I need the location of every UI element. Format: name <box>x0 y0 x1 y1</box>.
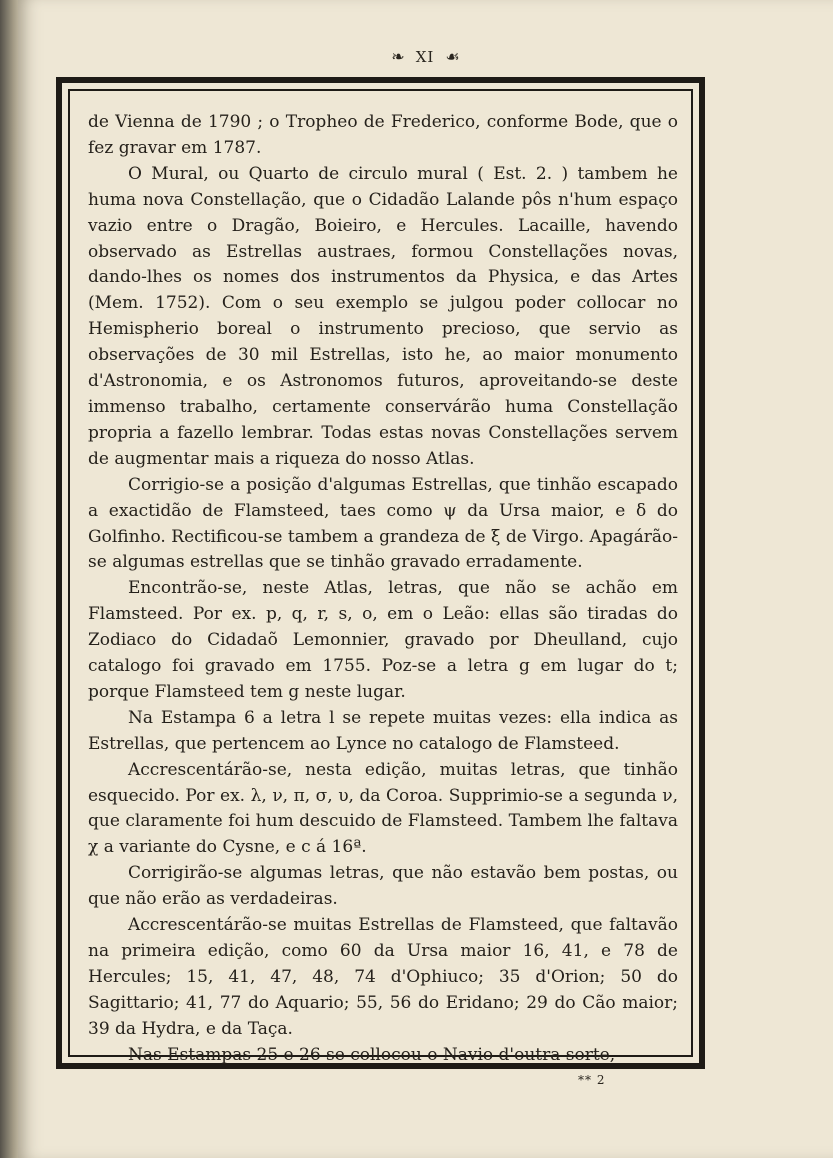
right-fleuron-icon: ☙ <box>445 47 460 66</box>
body-text <box>88 110 678 1069</box>
paragraph: Corrigio-se a posição d'algumas Estrellas, que tinhão escapado a exactidão de Flamsteed, taes como ψ da Ursa maior, e δ do Golfinho. Rectificou-se tambem a grandeza de ξ de Virgo. Apagárão-se algumas estrellas que se tinhão gravado erradamente. <box>88 474 678 573</box>
paragraph: Corrigirão-se algumas letras, que não estavão bem postas, ou que não erão as verdadeiras. <box>88 863 678 910</box>
left-fleuron-icon: ❧ <box>391 47 405 66</box>
paragraph: Encontrão-se, neste Atlas, letras, que não se achão em Flamsteed. Por ex. p, q, r, s, o, em o Leão: ellas são tiradas do Zodiaco do Cidadaõ Lemonnier, gravado por Dheulland, cujo catalogo foi gravado em 1755. Poz-se a letra g em lugar do t; porque Flamsteed tem g neste lugar. <box>88 578 678 702</box>
paragraph: Na Estampa 6 a letra l se repete muitas vezes: ella indica as Estrellas, que pertencem ao Lynce no catalogo de Flamsteed. <box>88 707 678 754</box>
paragraph: de Vienna de 1790 ; o Tropheo de Frederico, conforme Bode, que o fez gravar em 1787. <box>88 112 678 158</box>
paragraph: Accrescentárão-se muitas Estrellas de Flamsteed, que faltavão na primeira edição, como 60 da Ursa maior 16, 41, e 78 de Hercules; 15, 41, 47, 48, 74 d'Ophiuco; 35 d'Orion; 50 do Sagittario; 41, 77 do Aquario; 55, 56 do Eridano; 29 do Cão maior; 39 da Hydra, e da Taça. <box>88 915 678 1039</box>
page-header <box>18 46 833 66</box>
signature-mark: ** 2 <box>578 1073 606 1087</box>
paragraph: Nas Estampas 25 e 26 se collocou o Navio d'outra sorte, <box>128 1044 616 1065</box>
paragraph: Accrescentárão-se, nesta edição, muitas letras, que tinhão esquecido. Por ex. λ, ν, π, σ, υ, da Coroa. Supprimio-se a segunda ν, que claramente foi hum descuido de Flamsteed. Tambem lhe faltava χ a variante do Cysne, e c á 16ª. <box>88 759 678 858</box>
page-number: XI <box>415 47 435 66</box>
paragraph: O Mural, ou Quarto de circulo mural ( Est. 2. ) tambem he huma nova Constellação, que o Cidadão Lalande pôs n'hum espaço vazio entre o Dragão, Boieiro, e Hercules. Lacaille, havendo observado as Estrellas austraes, formou Constellações novas, dando-lhes os nomes dos instrumentos da Physica, e das Artes (Mem. 1752). Com o seu exemplo se julgou poder collocar no Hemispherio boreal o instrumento precioso, que servio as observações de 30 mil Estrellas, isto he, ao maior monumento d'Astronomia, e os Astronomos futuros, aproveitando-se deste immenso trabalho, certamente conservárão huma Constellação propria a fazello lembrar. Todas estas novas Constellações servem de augmentar mais a riqueza do nosso Atlas. <box>88 163 678 469</box>
